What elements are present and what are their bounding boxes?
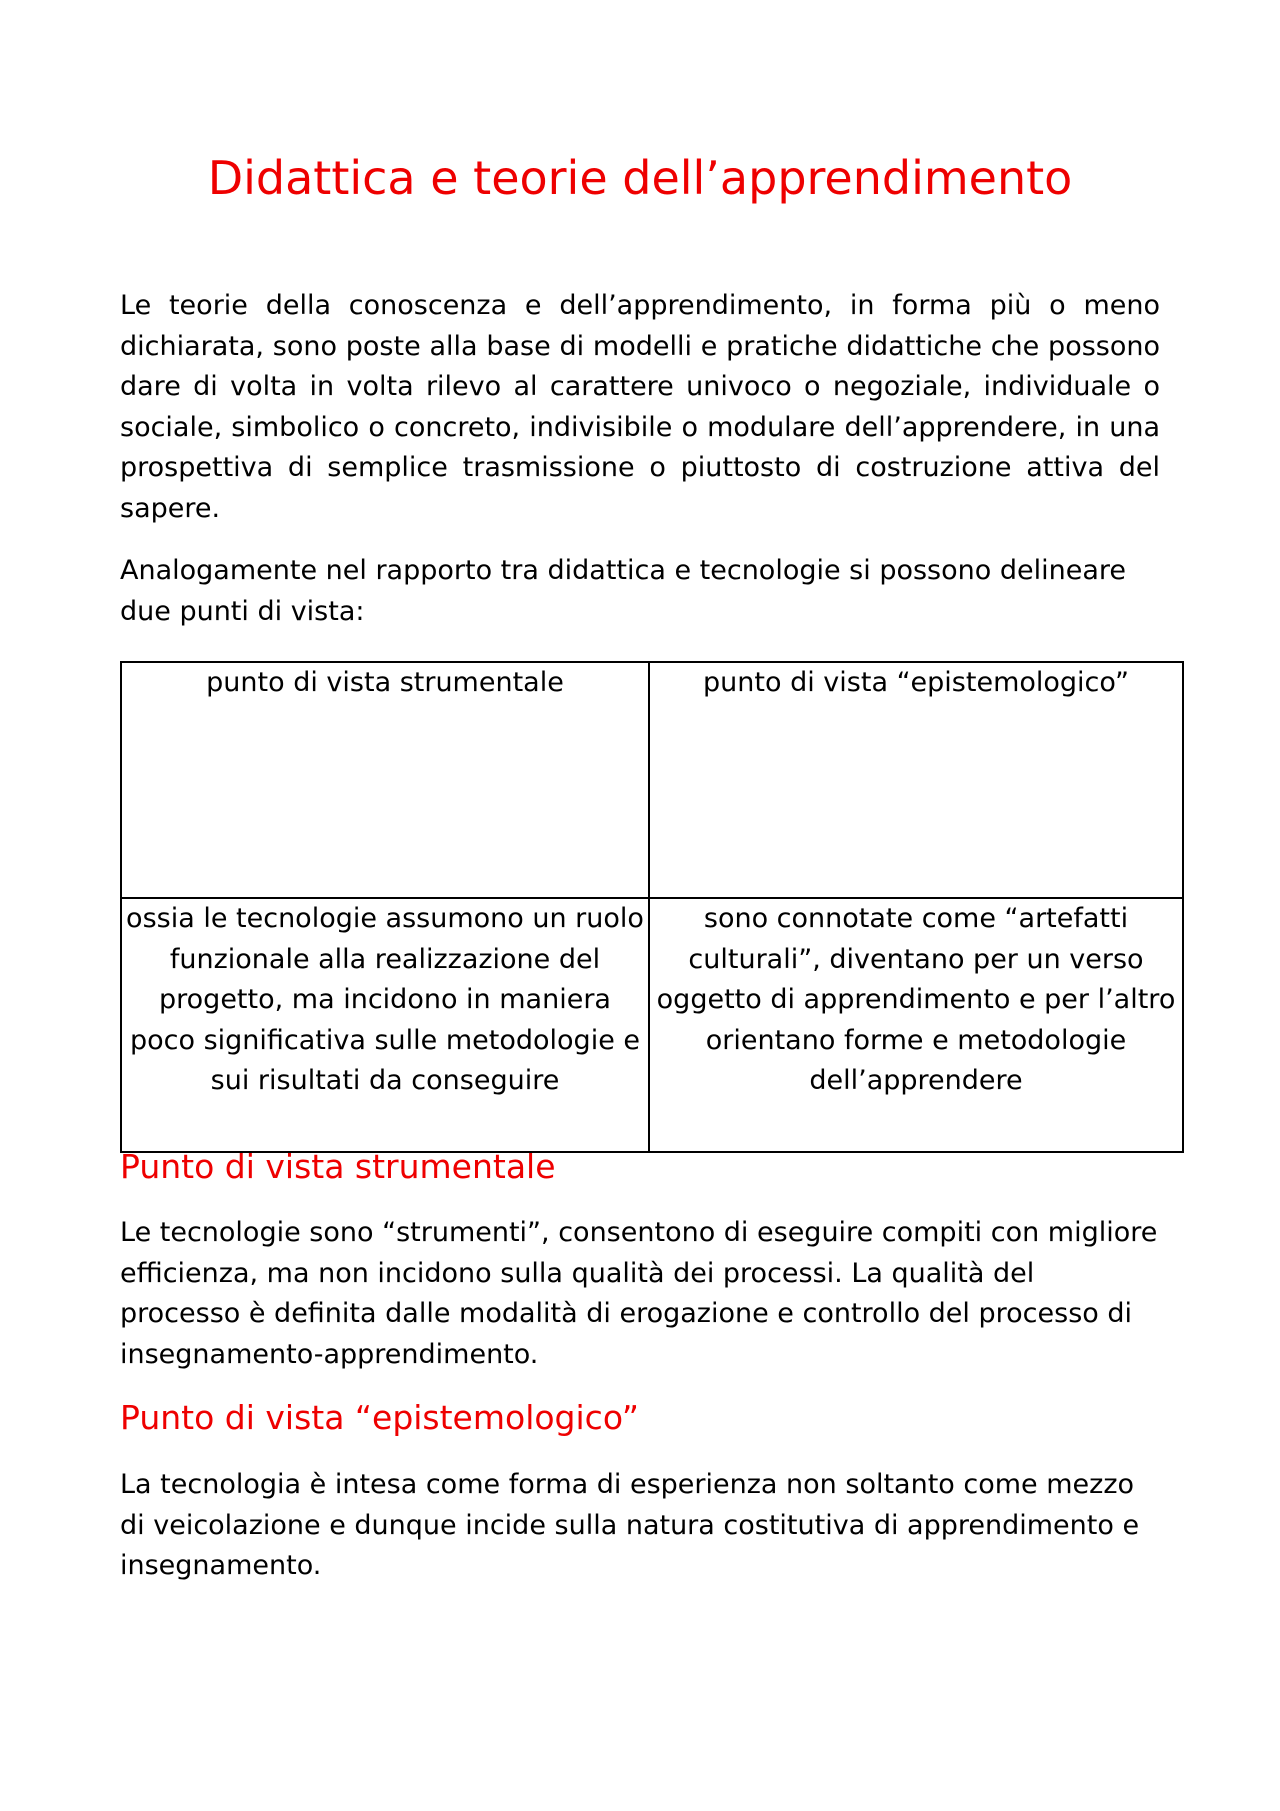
table-description-cell-instrumental: ossia le tecnologie assumono un ruolo funzionale alla realizzazione del progetto, ma incidono in maniera poco significativa sulle metodologie e sui risultati da conseguire (121, 898, 649, 1152)
table-description-cell-epistemological: sono connotate come “artefatti culturali”, diventano per un verso oggetto di apprendimento e per l’altro orientano forme e metodologie dell’apprendere (649, 898, 1183, 1152)
table-header-cell-epistemological: punto di vista “epistemologico” (649, 662, 1183, 898)
table-header-cell-instrumental: punto di vista strumentale (121, 662, 649, 898)
section-heading-instrumental: Punto di vista strumentale (120, 1147, 556, 1186)
table-description-row (121, 898, 1183, 1152)
comparison-table (120, 661, 1184, 1153)
page-title: Didattica e teorie dell’apprendimento (207, 151, 1073, 205)
analogy-paragraph: Analogamente nel rapporto tra didattica e tecnologie si possono delineare due punti di vista: (120, 555, 1127, 627)
intro-paragraph: Le teorie della conoscenza e dell’apprendimento, in forma più o meno dichiarata, sono poste alla base di modelli e pratiche didattiche che possono dare di volta in volta rilevo al carattere univoco o negoziale, individuale o sociale, simbolico o concreto, indivisibile o modulare dell’apprendere, in una prospettiva di semplice trasmissione o piuttosto di costruzione attiva del sapere. (120, 290, 1160, 524)
section-heading-epistemological: Punto di vista “epistemologico” (120, 1398, 639, 1437)
section-body-instrumental: Le tecnologie sono “strumenti”, consentono di eseguire compiti con migliore efficienza, ma non incidono sulla qualità dei processi. La qualità del processo è definita dalle modalità di erogazione e controllo del processo di insegnamento-apprendimento. (120, 1217, 1158, 1370)
table-header-row (121, 662, 1183, 898)
section-body-epistemological: La tecnologia è intesa come forma di esperienza non soltanto come mezzo di veicolazione e dunque incide sulla natura costitutiva di apprendimento e insegnamento. (120, 1469, 1140, 1581)
